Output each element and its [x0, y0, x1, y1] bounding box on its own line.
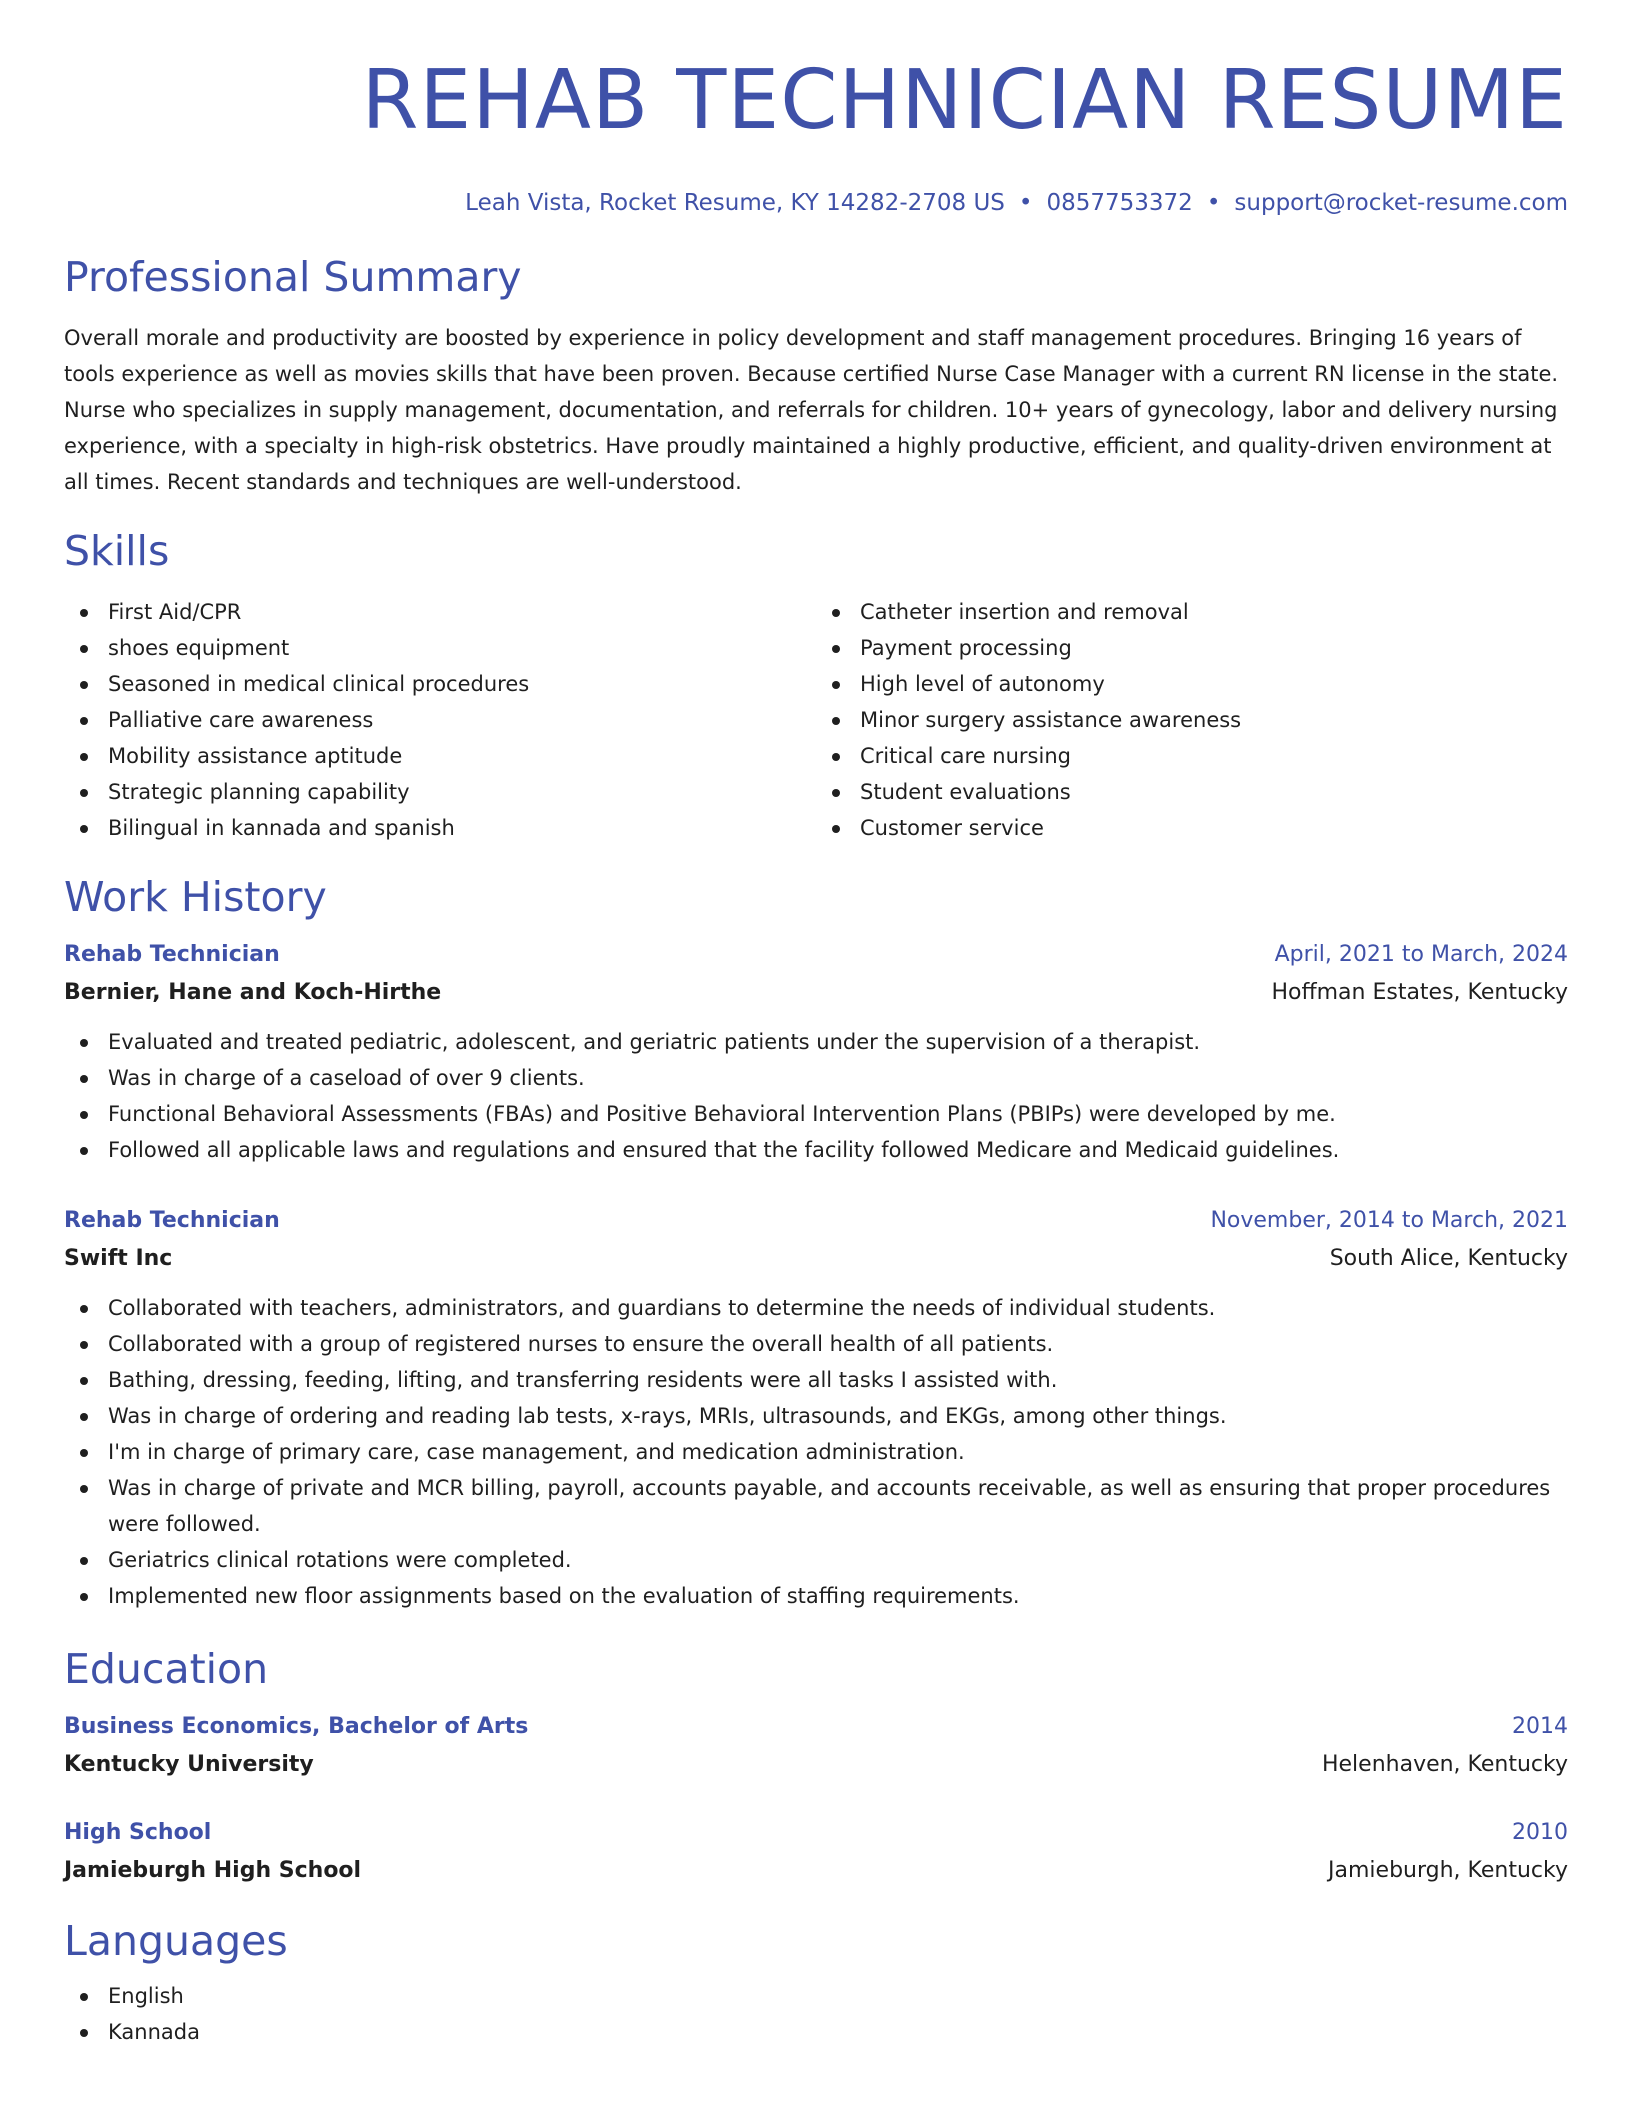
- skill-item: Seasoned in medical clinical procedures: [64, 666, 816, 702]
- job-title-row: [64, 1202, 1568, 1240]
- skill-item: Payment processing: [816, 630, 1568, 666]
- skills-grid: [64, 594, 1568, 846]
- job-bullet-item: Was in charge of a caseload of over 9 clients.: [64, 1060, 1568, 1096]
- contact-address: Leah Vista, Rocket Resume, KY 14282-2708 US: [465, 190, 1005, 216]
- job-company: Bernier, Hane and Koch-Hirthe: [64, 980, 442, 1005]
- section-heading-skills: Skills: [64, 527, 170, 575]
- education-section: [64, 1644, 1568, 1890]
- skill-item: Strategic planning capability: [64, 774, 816, 810]
- education-entry: [64, 1708, 1568, 1784]
- job-entry: [64, 936, 1568, 1168]
- skill-item: Minor surgery assistance awareness: [816, 702, 1568, 738]
- education-school: Kentucky University: [64, 1752, 314, 1777]
- languages-list: [64, 1978, 1568, 2050]
- education-degree: High School: [64, 1820, 212, 1845]
- language-item: Kannada: [64, 2014, 1568, 2050]
- skill-item: shoes equipment: [64, 630, 816, 666]
- job-bullet-item: Was in charge of ordering and reading lab tests, x-rays, MRIs, ultrasounds, and EKGs, among other things.: [64, 1398, 1568, 1434]
- education-degree: Business Economics, Bachelor of Arts: [64, 1714, 529, 1739]
- education-location: Jamieburgh, Kentucky: [1328, 1858, 1568, 1883]
- contact-separator: •: [1018, 190, 1033, 216]
- section-heading-education: Education: [64, 1645, 269, 1693]
- job-company-row: [64, 1240, 1568, 1278]
- job-title: Rehab Technician: [64, 1208, 280, 1233]
- contact-separator: •: [1206, 190, 1221, 216]
- job-bullet-item: Evaluated and treated pediatric, adolescent, and geriatric patients under the supervision of a therapist.: [64, 1024, 1568, 1060]
- education-location: Helenhaven, Kentucky: [1321, 1752, 1568, 1777]
- skill-item: First Aid/CPR: [64, 594, 816, 630]
- contact-line: [64, 188, 1568, 218]
- contact-email[interactable]: support@rocket-resume.com: [1234, 190, 1568, 216]
- resume-header: [64, 0, 1568, 218]
- skill-item: Catheter insertion and removal: [816, 594, 1568, 630]
- job-location: South Alice, Kentucky: [1329, 1246, 1568, 1271]
- work-history-section: [64, 872, 1568, 1614]
- job-company: Swift Inc: [64, 1246, 173, 1271]
- skill-item: Bilingual in kannada and spanish: [64, 810, 816, 846]
- education-school-row: [64, 1746, 1568, 1784]
- job-bullet-item: Implemented new floor assignments based on the evaluation of staffing requirements.: [64, 1578, 1568, 1614]
- job-bullet-item: Followed all applicable laws and regulations and ensured that the facility followed Medicare and Medicaid guidelines.: [64, 1132, 1568, 1168]
- job-bullet-item: Was in charge of private and MCR billing, payroll, accounts payable, and accounts receivable, as well as ensuring that proper procedures were followed.: [64, 1470, 1568, 1542]
- education-degree-row: [64, 1708, 1568, 1746]
- job-company-row: [64, 974, 1568, 1012]
- job-entry: [64, 1202, 1568, 1614]
- skill-item: Student evaluations: [816, 774, 1568, 810]
- skill-item: Customer service: [816, 810, 1568, 846]
- job-bullet-item: I'm in charge of primary care, case management, and medication administration.: [64, 1434, 1568, 1470]
- skills-column-left: [64, 594, 816, 846]
- section-heading-languages: Languages: [64, 1917, 288, 1965]
- education-year: 2010: [1512, 1820, 1568, 1845]
- education-entry: [64, 1814, 1568, 1890]
- education-school-row: [64, 1852, 1568, 1890]
- job-bullet-item: Geriatrics clinical rotations were completed.: [64, 1542, 1568, 1578]
- job-bullet-item: Collaborated with a group of registered nurses to ensure the overall health of all patients.: [64, 1326, 1568, 1362]
- professional-summary-section: [64, 252, 1568, 500]
- skills-column-right: [816, 594, 1568, 846]
- job-location: Hoffman Estates, Kentucky: [1271, 980, 1568, 1005]
- summary-text: Overall morale and productivity are boosted by experience in policy development and staff management procedures. Bringing 16 years of tools experience as well as movies skills that have been proven. Because certified Nurse Case Manager with a current RN license in the state. Nurse who specializes in supply management, documentation, and referrals for children. 10+ years of gynecology, labor and delivery nursing experience, with a specialty in high-risk obstetrics. Have proudly maintained a highly productive, efficient, and quality-driven environment at all times. Recent standards and techniques are well-understood.: [64, 326, 1559, 494]
- section-heading-work: Work History: [64, 873, 327, 921]
- languages-section: [64, 1916, 1568, 2050]
- job-dates: November, 2014 to March, 2021: [1210, 1208, 1568, 1233]
- job-bullets: [64, 1024, 1568, 1168]
- skill-item: High level of autonomy: [816, 666, 1568, 702]
- contact-phone[interactable]: 0857753372: [1046, 190, 1193, 216]
- job-bullet-item: Bathing, dressing, feeding, lifting, and transferring residents were all tasks I assisted with.: [64, 1362, 1568, 1398]
- section-heading-summary: Professional Summary: [64, 253, 522, 301]
- skill-item: Mobility assistance aptitude: [64, 738, 816, 774]
- skill-item: Palliative care awareness: [64, 702, 816, 738]
- education-year: 2014: [1512, 1714, 1568, 1739]
- education-school: Jamieburgh High School: [64, 1858, 362, 1883]
- skills-list-right: [816, 594, 1568, 846]
- skills-list-left: [64, 594, 816, 846]
- job-bullet-item: Collaborated with teachers, administrators, and guardians to determine the needs of individual students.: [64, 1290, 1568, 1326]
- job-title-row: [64, 936, 1568, 974]
- job-bullet-item: Functional Behavioral Assessments (FBAs) and Positive Behavioral Intervention Plans (PBIPs) were developed by me.: [64, 1096, 1568, 1132]
- resume-title: REHAB TECHNICIAN RESUME: [361, 53, 1568, 148]
- job-title: Rehab Technician: [64, 942, 280, 967]
- education-degree-row: [64, 1814, 1568, 1852]
- job-bullets: [64, 1290, 1568, 1614]
- job-dates: April, 2021 to March, 2024: [1274, 942, 1568, 967]
- language-item: English: [64, 1978, 1568, 2014]
- skills-section: [64, 526, 1568, 846]
- skill-item: Critical care nursing: [816, 738, 1568, 774]
